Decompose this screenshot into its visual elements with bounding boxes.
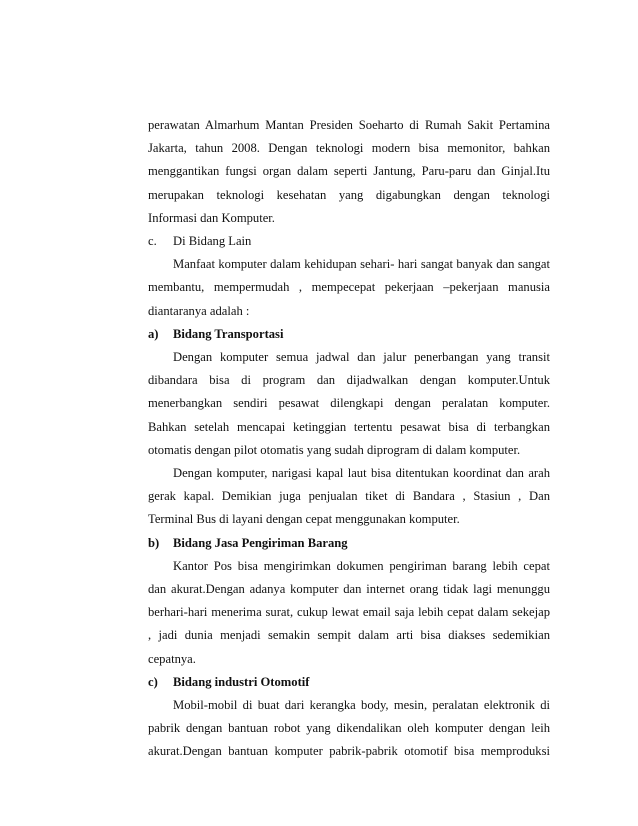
text-line: Bahkan setelah mencapai ketinggian tertentu pesawat bisa di terbangkan (148, 419, 550, 434)
subsection-marker: b) (148, 535, 160, 550)
subsection-c-paragraph (148, 694, 550, 764)
text-line: perawatan Almarhum Mantan Presiden Soeharto di Rumah Sakit Pertamina (148, 118, 550, 132)
subsection-a-heading (148, 323, 550, 346)
text-line: otomatis dengan pilot otomatis yang sudah diprogram di dalam komputer. (148, 442, 521, 457)
subsection-title: Bidang industri Otomotif (173, 674, 310, 689)
text-line: dibandara bisa di program dan dijadwalkan dengan komputer.Untuk (148, 373, 550, 388)
text-line: menggantikan fungsi organ dalam seperti Jantung, Paru-paru dan Ginjal.Itu (148, 164, 550, 179)
subsection-title: Bidang Transportasi (173, 326, 284, 341)
subsection-b-heading (148, 532, 550, 555)
subsection-title: Bidang Jasa Pengiriman Barang (173, 535, 348, 550)
text-line: cepatnya. (148, 651, 196, 666)
text-line: Dengan komputer semua jadwal dan jalur penerbangan yang transit (173, 350, 550, 365)
text-line: berhari-hari menerima surat, cukup lewat email saja lebih cepat dalam sekejap (148, 605, 550, 620)
text-line: akurat.Dengan bantuan komputer pabrik-pabrik otomotif bisa memproduksi (148, 744, 550, 759)
section-title: Di Bidang Lain (173, 234, 252, 249)
section-c-heading (148, 230, 550, 253)
text-line: Kantor Pos bisa mengirimkan dokumen pengiriman barang lebih cepat (173, 558, 550, 573)
section-marker: c. (148, 234, 157, 249)
subsection-marker: c) (148, 674, 158, 689)
subsection-a-paragraph-2 (148, 462, 550, 532)
text-line: gerak kapal. Demikian juga penjualan tiket di Bandara , Stasiun , Dan (148, 489, 550, 504)
subsection-a-paragraph-1 (148, 346, 550, 462)
text-line: merupakan teknologi kesehatan yang digabungkan dengan teknologi (148, 187, 550, 202)
text-line: pabrik dengan bantuan robot yang dikendalikan oleh komputer dengan leih (148, 721, 550, 736)
text-line: dan akurat.Dengan adanya komputer dan internet orang tidak lagi menunggu (148, 582, 550, 597)
intro-paragraph (148, 114, 550, 230)
subsection-c-heading (148, 671, 550, 694)
text-line: diantaranya adalah : (148, 303, 250, 318)
text-line: Informasi dan Komputer. (148, 210, 275, 225)
subsection-marker: a) (148, 326, 159, 341)
text-line: Manfaat komputer dalam kehidupan sehari- hari sangat banyak dan sangat (173, 257, 550, 272)
section-c-paragraph (148, 253, 550, 323)
text-line: , jadi dunia menjadi semakin sempit dalam arti bisa diakses sedemikian (148, 628, 550, 643)
subsection-b-paragraph (148, 555, 550, 671)
text-line: menerbangkan sendiri pesawat dilengkapi dengan peralatan komputer. (148, 396, 550, 411)
text-line: Terminal Bus di layani dengan cepat menggunakan komputer. (148, 512, 460, 527)
document-page (148, 114, 550, 764)
text-line: Mobil-mobil di buat dari kerangka body, mesin, peralatan elektronik di (173, 698, 550, 713)
text-line: Dengan komputer, narigasi kapal laut bisa ditentukan koordinat dan arah (173, 466, 550, 481)
text-line: Jakarta, tahun 2008. Dengan teknologi modern bisa memonitor, bahkan (148, 141, 550, 156)
text-line: membantu, mempermudah , mempecepat pekerjaan –pekerjaan manusia (148, 280, 550, 295)
